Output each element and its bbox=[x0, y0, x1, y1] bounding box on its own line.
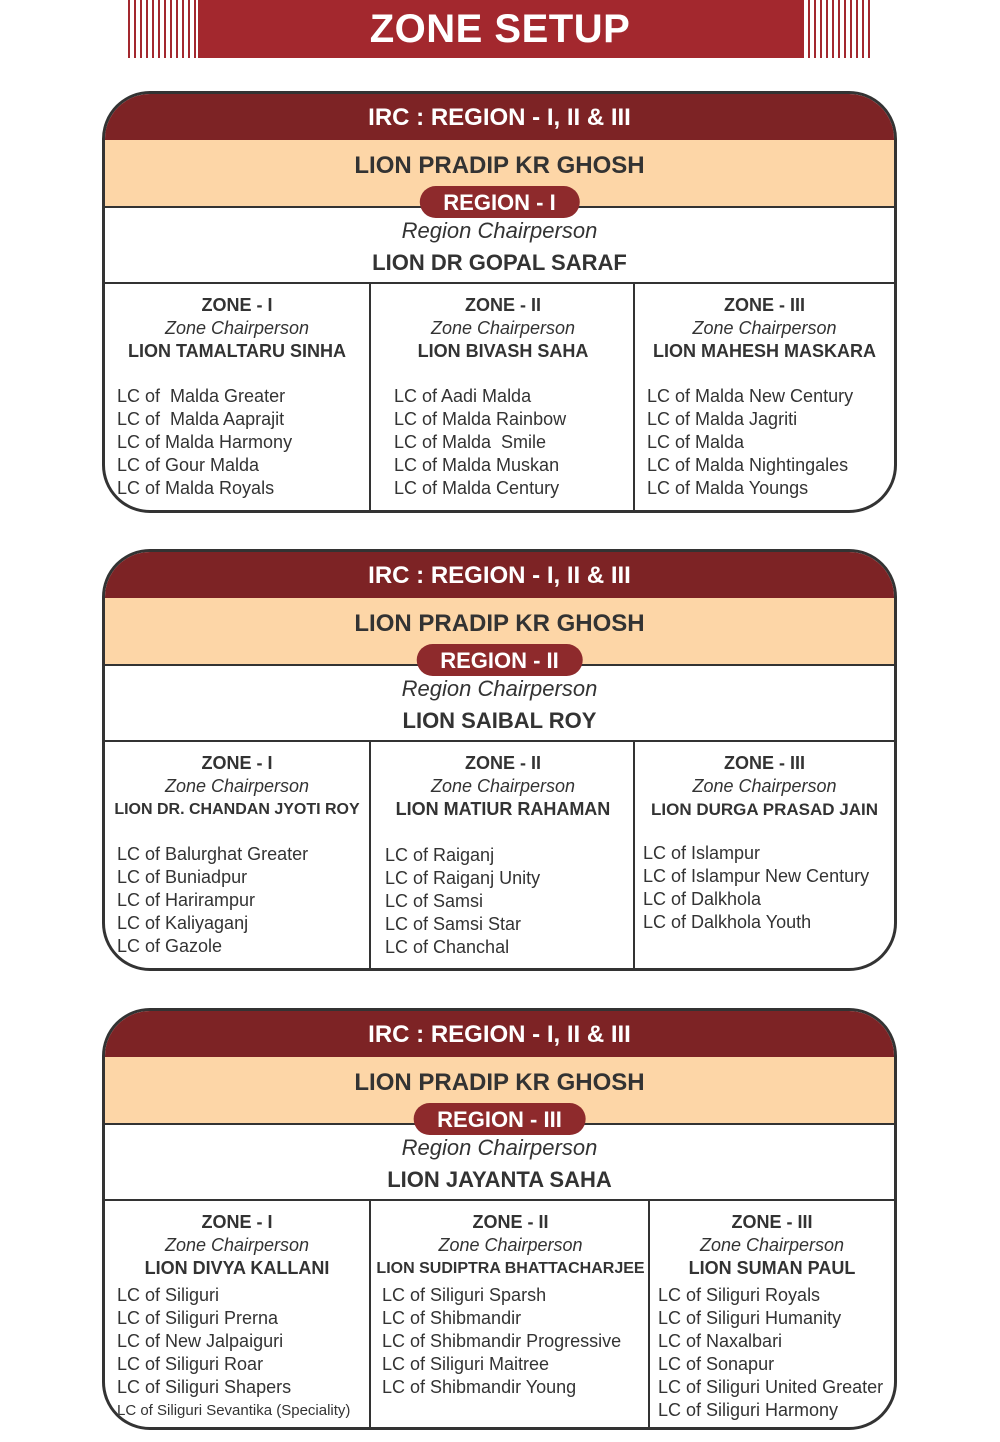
region-chairperson-name: LION DR GOPAL SARAF bbox=[372, 250, 627, 275]
zone-column bbox=[369, 284, 635, 512]
zone-chairperson-label: Zone Chairperson bbox=[430, 318, 576, 338]
list-item: LC of Siliguri Royals bbox=[658, 1285, 821, 1305]
list-item: LC of Raiganj bbox=[385, 845, 495, 865]
zone-chairperson-name: LION MATIUR RAHAMAN bbox=[395, 799, 611, 819]
list-item: LC of Raiganj Unity bbox=[385, 868, 541, 888]
list-item: LC of Malda Aaprajit bbox=[117, 409, 285, 429]
list-item: LC of Dalkhola Youth bbox=[643, 912, 812, 932]
list-item: LC of New Jalpaiguri bbox=[117, 1331, 284, 1351]
region-card-3 bbox=[102, 1008, 897, 1430]
zone-title: ZONE - I bbox=[201, 1212, 273, 1232]
region-badge: REGION - II bbox=[416, 644, 583, 676]
list-item: LC of Kaliyaganj bbox=[117, 913, 249, 933]
list-item: LC of Dalkhola bbox=[643, 889, 762, 909]
club-list bbox=[382, 1284, 621, 1399]
zone-title: ZONE - III bbox=[731, 1212, 813, 1232]
club-list bbox=[117, 1284, 350, 1422]
region-chairperson-label: Region Chairperson bbox=[401, 676, 598, 701]
zone-column bbox=[369, 742, 635, 970]
list-item: LC of Malda Nightingales bbox=[647, 455, 849, 475]
zone-chairperson-name: LION DURGA PRASAD JAIN bbox=[651, 800, 878, 819]
club-list bbox=[658, 1284, 883, 1422]
club-list bbox=[647, 385, 853, 500]
region-chairperson-label: Region Chairperson bbox=[401, 1135, 598, 1160]
list-item: LC of Gour Malda bbox=[117, 455, 260, 475]
zones-row bbox=[105, 1201, 894, 1429]
list-item: LC of Malda Harmony bbox=[117, 432, 293, 452]
page-title: ZONE SETUP bbox=[198, 0, 802, 58]
irc-name-block bbox=[105, 598, 894, 673]
zone-column bbox=[105, 284, 369, 512]
club-list bbox=[643, 842, 869, 934]
list-item: LC of Shibmandir Progressive bbox=[382, 1331, 622, 1351]
list-item: LC of Malda Muskan bbox=[394, 455, 560, 475]
list-item: LC of Samsi Star bbox=[385, 914, 522, 934]
list-item: LC of Siliguri United Greater bbox=[658, 1377, 884, 1397]
zone-column bbox=[648, 1201, 894, 1429]
zone-title: ZONE - II bbox=[465, 295, 541, 315]
zone-title: ZONE - I bbox=[201, 753, 273, 773]
zone-chairperson-name: LION SUMAN PAUL bbox=[688, 1258, 856, 1278]
zone-chairperson-label: Zone Chairperson bbox=[438, 1235, 583, 1255]
zone-title: ZONE - II bbox=[472, 1212, 549, 1232]
irc-header: IRC : REGION - I, II & III bbox=[105, 552, 894, 598]
zones-row bbox=[105, 742, 894, 970]
irc-name-block bbox=[105, 140, 894, 215]
list-item: LC of Harirampur bbox=[117, 890, 256, 910]
zone-chairperson-label: Zone Chairperson bbox=[692, 776, 837, 796]
zone-title: ZONE - III bbox=[724, 295, 805, 315]
region-chairperson-label: Region Chairperson bbox=[401, 218, 598, 243]
list-item: LC of Shibmandir Young bbox=[382, 1377, 577, 1397]
list-item: LC of Malda Greater bbox=[117, 386, 286, 406]
list-item: LC of Siliguri Maitree bbox=[382, 1354, 550, 1374]
region-chairperson-name: LION JAYANTA SAHA bbox=[387, 1167, 612, 1192]
zone-title: ZONE - II bbox=[465, 753, 541, 773]
region-card-2 bbox=[102, 549, 897, 971]
list-item: LC of Chanchal bbox=[385, 937, 510, 957]
zone-column bbox=[633, 284, 894, 512]
irc-name: LION PRADIP KR GHOSH bbox=[354, 610, 645, 637]
irc-name: LION PRADIP KR GHOSH bbox=[354, 1069, 645, 1096]
zone-chairperson-name: LION DIVYA KALLANI bbox=[144, 1258, 330, 1278]
zone-chairperson-label: Zone Chairperson bbox=[692, 318, 837, 338]
list-item: LC of Sonapur bbox=[658, 1354, 775, 1374]
list-item: LC of Gazole bbox=[117, 936, 223, 956]
zone-chairperson-label: Zone Chairperson bbox=[430, 776, 576, 796]
region-chairperson-name: LION SAIBAL ROY bbox=[402, 708, 597, 733]
list-item: LC of Malda Royals bbox=[117, 478, 275, 498]
list-item: LC of Siliguri Sevantika (Speciality) bbox=[117, 1402, 351, 1419]
region-chairperson-block bbox=[105, 208, 894, 284]
irc-header: IRC : REGION - I, II & III bbox=[105, 1011, 894, 1057]
banner-stripes-right bbox=[802, 0, 872, 58]
zone-column bbox=[105, 742, 369, 970]
irc-header: IRC : REGION - I, II & III bbox=[105, 94, 894, 140]
zone-chairperson-label: Zone Chairperson bbox=[164, 318, 310, 338]
zone-chairperson-name: LION BIVASH SAHA bbox=[417, 341, 589, 361]
list-item: LC of Balurghat Greater bbox=[117, 844, 309, 864]
zone-title: ZONE - I bbox=[201, 295, 273, 315]
zone-chairperson-name: LION MAHESH MASKARA bbox=[653, 341, 876, 361]
zone-title: ZONE - III bbox=[724, 753, 805, 773]
zone-chairperson-label: Zone Chairperson bbox=[164, 1235, 310, 1255]
club-list bbox=[394, 385, 566, 500]
list-item: LC of Siliguri Sparsh bbox=[382, 1285, 547, 1305]
list-item: LC of Malda Century bbox=[394, 478, 560, 498]
club-list bbox=[117, 385, 292, 500]
zones-row bbox=[105, 284, 894, 512]
list-item: LC of Islampur bbox=[643, 843, 761, 863]
list-item: LC of Malda bbox=[647, 432, 745, 452]
club-list bbox=[385, 844, 540, 959]
list-item: LC of Malda Rainbow bbox=[394, 409, 567, 429]
zone-column bbox=[369, 1201, 650, 1429]
list-item: LC of Shibmandir bbox=[382, 1308, 522, 1328]
zone-chairperson-name: LION TAMALTARU SINHA bbox=[128, 341, 346, 361]
list-item: LC of Malda Jagriti bbox=[647, 409, 798, 429]
region-chairperson-block bbox=[105, 1125, 894, 1201]
zone-column bbox=[105, 1201, 369, 1429]
list-item: LC of Siliguri Humanity bbox=[658, 1308, 842, 1328]
list-item: LC of Aadi Malda bbox=[394, 386, 532, 406]
list-item: LC of Siliguri Prerna bbox=[117, 1308, 279, 1328]
zone-chairperson-name: LION SUDIPTRA BHATTACHARJEE bbox=[376, 1260, 645, 1277]
region-badge: REGION - III bbox=[413, 1103, 586, 1135]
list-item: LC of Buniadpur bbox=[117, 867, 248, 887]
irc-name-block bbox=[105, 1057, 894, 1132]
zone-column bbox=[633, 742, 894, 970]
list-item: LC of Islampur New Century bbox=[643, 866, 870, 886]
list-item: LC of Malda New Century bbox=[647, 386, 854, 406]
region-badge: REGION - I bbox=[419, 186, 579, 218]
list-item: LC of Samsi bbox=[385, 891, 484, 911]
club-list bbox=[117, 843, 308, 958]
list-item: LC of Siliguri Shapers bbox=[117, 1377, 292, 1397]
zone-chairperson-label: Zone Chairperson bbox=[164, 776, 310, 796]
region-card-1 bbox=[102, 91, 897, 513]
banner-stripes-left bbox=[128, 0, 198, 58]
list-item: LC of Siliguri Roar bbox=[117, 1354, 264, 1374]
zone-chairperson-name: LION DR. CHANDAN JYOTI ROY bbox=[114, 801, 360, 818]
zone-chairperson-label: Zone Chairperson bbox=[699, 1235, 845, 1255]
region-chairperson-block bbox=[105, 666, 894, 742]
irc-name: LION PRADIP KR GHOSH bbox=[354, 152, 645, 179]
list-item: LC of Siliguri Harmony bbox=[658, 1400, 839, 1420]
list-item: LC of Malda Youngs bbox=[647, 478, 809, 498]
list-item: LC of Siliguri bbox=[117, 1285, 220, 1305]
list-item: LC of Naxalbari bbox=[658, 1331, 783, 1351]
list-item: LC of Malda Smile bbox=[394, 432, 547, 452]
